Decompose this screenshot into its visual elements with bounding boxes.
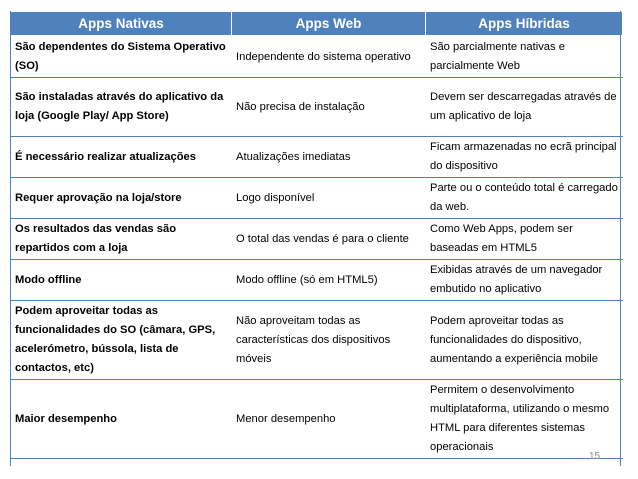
cell-hibridas: Devem ser descarregadas através de um aplicativo de loja [426,78,623,137]
cell-nativas: São instaladas através do aplicativo da loja (Google Play/ App Store) [11,78,232,137]
cell-nativas: Modo offline [11,260,232,301]
cell-nativas: Podem aproveitar todas as funcionalidades do SO (câmara, GPS, acelerómetro, bússola, lista de contactos, etc) [11,301,232,380]
table-row [11,137,623,178]
page-number: 15 [589,451,601,462]
table-header-row [11,12,623,37]
table-row [11,178,623,219]
cell-hibridas: Como Web Apps, podem ser baseadas em HTML5 [426,219,623,260]
header-apps-web: Apps Web [232,12,426,37]
header-apps-hibridas: Apps Híbridas [426,12,623,37]
cell-hibridas: Parte ou o conteúdo total é carregado da web. [426,178,623,219]
cell-hibridas: Exibidas através de um navegador embutido no aplicativo [426,260,623,301]
cell-web: Não aproveitam todas as características dos dispositivos móveis [232,301,426,380]
header-apps-nativas: Apps Nativas [11,12,232,37]
cell-web: Independente do sistema operativo [232,36,426,78]
cell-web: O total das vendas é para o cliente [232,219,426,260]
comparison-table [10,11,623,459]
cell-web: Não precisa de instalação [232,78,426,137]
table-row [11,78,623,137]
cell-web: Menor desempenho [232,380,426,459]
table-row [11,219,623,260]
cell-web: Atualizações imediatas [232,137,426,178]
cell-hibridas: Podem aproveitar todas as funcionalidades do dispositivo, aumentando a experiência mobile [426,301,623,380]
table-row [11,36,623,78]
cell-nativas: São dependentes do Sistema Operativo (SO) [11,36,232,78]
cell-nativas: Maior desempenho [11,380,232,459]
cell-nativas: É necessário realizar atualizações [11,137,232,178]
cell-hibridas: Ficam armazenadas no ecrã principal do dispositivo [426,137,623,178]
table-row [11,380,623,459]
table-row [11,301,623,380]
table-row [11,260,623,301]
cell-web: Modo offline (só em HTML5) [232,260,426,301]
cell-hibridas: Permitem o desenvolvimento multiplataforma, utilizando o mesmo HTML para diferentes sistemas operacionais [426,380,623,459]
cell-hibridas: São parcialmente nativas e parcialmente Web [426,36,623,78]
cell-nativas: Requer aprovação na loja/store [11,178,232,219]
cell-web: Logo disponível [232,178,426,219]
cell-nativas: Os resultados das vendas são repartidos com a loja [11,219,232,260]
